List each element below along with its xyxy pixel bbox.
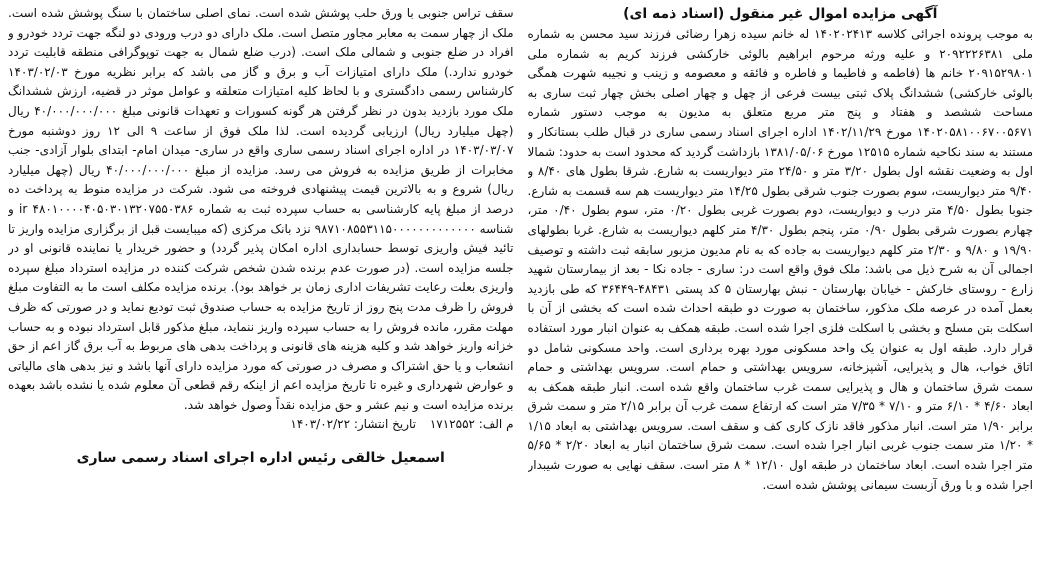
notice-title: آگهی مزایده اموال غیر منقول (اسناد ذمه ای) [623, 6, 938, 22]
notice-column-left [8, 4, 514, 569]
signature: اسمعیل خالقی رئیس اداره اجرای اسناد رسمی ساری [76, 450, 445, 467]
notice-meta [8, 415, 514, 435]
notice-column-right [528, 4, 1034, 569]
notice-body-part-1: به موجب پرونده اجرائی کلاسه ۱۴۰۲۰۲۴۱۳ له خانم سیده زهرا رضائی فرزند سید محسن به شماره ملی ۲۰۹۲۲۲۶۳۸۱ و علیه ورثه مرحوم ابراهیم بالوئی خارکشی فرزند کریم به شماره ملی ۲۰۹۱۵۲۹۸۰۱ خانم ها (فاطمه و فاطیما و فاطره و فائقه و معصومه و زینب و نجیبه شهرت همگی بالوئی خارکشی) ششدانگ پلاک ثبتی بیست فرعی از چهل و چهار اصلی بخش چهار ثبت ساری به مساحت ششصد و هفتاد و پنج متر مربع متعلق به مدیون به موجب دستور شماره ۱۴۰۲۰۵۸۱۰۰۶۷۰۰۵۶۷۱ مورخ ۱۴۰۲/۱۱/۲۹ اداره اجرای اسناد رسمی ساری در قبال طلب بستانکار و مستند به سند نکاحیه شماره ۱۲۵۱۵ مورخ ۱۳۸۱/۰۵/۰۶ بازداشت گردید که محدود است به حدود: شمالا اول به وضعیت نقشه اول بطول ۳/۲۰ متر و ۲۴/۵۰ متر دیواریست به شارع. شرقا بطول های ۸/۴۰ و ۹/۴۰ متر دیواریست، سوم بصورت جنوب شرقی بطول ۱۴/۲۵ متر دیواریست هم سه قسمت به شارع. جنوبا بطول ۴/۵۰ متر درب و دیواریست، دوم بصورت غربی بطول ۰/۲۰ متر، سوم بطول ۰/۴۰ متر، چهارم بصورت شرقی بطول ۰/۹۰ متر، پنجم بطول ۴/۳۰ متر کلهم دیواریست به شارع. غربا بطولهای ۱۹/۹۰ و ۹/۸۰ و ۲/۳۰ متر کلهم دیواریست به جاده که به نام مدیون مزبور سابقه ثبت داشته و توصیف اجمالی آن به شرح ذیل می باشد: ملک فوق واقع است در: ساری - جاده نکا - بعد از بیمارستان شهید زارع - روستای خارکش - خیابان بهارستان - نبش بهارستان ۵ کد پستی ۴۸۴۳۱-۳۶۴۴۹ که طی بازدید بعمل آمده در عرصه ملک مذکور، ساختمان به صورت دو طبقه احداث شده است که بخشی از آن با اسکلت بتن مسلح و بخشی با اسکلت فلزی اجرا شده است. طبقه همکف به عنوان انبار مورد استفاده قرار دارد. طبقه اول به عنوان یک واحد مسکونی مورد بهره برداری است. واحد مسکونی شامل دو اتاق خواب، هال و پذیرایی، آشپزخانه، سرویس بهداشتی و حمام است. سرویس بهداشتی و حمام سمت شرق ساختمان و هال و پذیرایی سمت غرب ساختمان واقع شده است. انبار طبقه همکف به ابعاد ۴/۶۰ * ۶/۱۰ متر و ۷/۱۰ * ۷/۳۵ متر است که ارتفاع سمت غرب آن برابر ۲/۱۵ متر و سمت شرق برابر ۱/۹۰ متر است. انبار مذکور فاقد نازک کاری کف و سقف است. سرویس بهداشتی به ابعاد ۱/۱۵ * ۱/۲۰ متر سمت جنوب غربی انبار اجرا شده است. سمت شرق ساختمان انبار به ابعاد ۲/۲۰ * ۵/۶۵ متر اجرا شده است. ابعاد ساختمان در طبقه اول ۱۲/۱۰ * ۸ متر است. سقف نهایی به صورت شیبدار اجرا شده و با ورق آزبست سیمانی پوشش شده است. [527, 27, 1033, 492]
notice-body-part-2: سقف تراس جنوبی با ورق حلب پوشش شده است. نمای اصلی ساختمان با سنگ پوشش شده است. ملک از چهار سمت به معابر مجاور متصل است. ملک دارای دو درب ورودی دو لنگه جهت تردد خودرو و افراد در ضلع جنوبی و شمالی ملک است. (درب ضلع شمال به جهت توپوگرافی منطقه قابلیت تردد خودرو ندارد.) ملک دارای امتیازات آب و برق و گاز می باشد که برابر نظریه مورخ ۱۴۰۳/۰۲/۰۳ کارشناس رسمی دادگستری و با لحاظ کلیه امتیازات متعلقه و عوامل موثر در قضیه، ارزش ششدانگ ملک مورد بازدید بدون در نظر گرفتن هر گونه کسورات و تعهدات قانونی مبلغ ۴۰/۰۰۰/۰۰۰/۰۰۰ ریال (چهل میلیارد ریال) ارزیابی گردیده است. لذا ملک فوق از ساعت ۹ الی ۱۲ روز دوشنبه مورخ ۱۴۰۳/۰۳/۰۷ در اداره اجرای اسناد رسمی ساری واقع در ساری- میدان امام- ابتدای بلوار آزادی- جنب مخابرات از طریق مزایده به فروش می رسد. مزایده از مبلغ ۴۰/۰۰۰/۰۰۰/۰۰۰ ریال (چهل میلیارد ریال) شروع و به بالاترین قیمت پیشنهادی فروخته می شود. شرکت در مزایده منوط به پرداخت ده درصد از مبلغ پایه کارشناسی به حساب سپرده ثبت به شماره ir ۴۸۰۱۰۰۰۰۴۰۵۰۳۰۱۳۲۰۷۵۵۰۳۸۶ و شناسه ۹۸۷۱۰۸۵۵۳۱۱۵۰۰۰۰۰۰۰۰۰۰۰۰۰ نزد بانک مرکزی (که میبایست قبل از برگزاری مزایده واریز تا تائید فیش واریزی توسط حسابداری اداره امکان پذیر گردد) و حضور خریدار یا نماینده قانونی او در جلسه مزایده است. (در صورت عدم برنده شدن شخص شرکت کننده در مزایده استرداد مبلغ سپرده واریزی بعلت رعایت تشریفات اداری زمان بر خواهد بود). برنده مزایده مکلف است ما به التفاوت مبلغ فروش را ظرف مدت پنج روز از تاریخ مزایده به حساب صندوق ثبت تودیع نماید و در صورتی که ظرف مهلت مقرر، مانده فروش را به حساب سپرده واریز ننماید، مبلغ مذکور قابل استرداد نبوده و به حساب خزانه واریز خواهد شد و کلیه هزینه های قانونی و پرداخت بدهی های مربوط به آب برق گاز اعم از حق انشعاب و یا حق اشتراک و مصرف در صورتی که مورد مزایده دارای آنها باشد و نیز بدهی های مالیاتی و عوارض شهرداری و غیره تا تاریخ مزایده اعم از اینکه رقم قطعی آن معلوم شده یا نشده باشد بعهده برنده مزایده است و نیم عشر و حق مزایده نقداً وصول خواهد شد. [8, 6, 514, 412]
notice-columns [8, 4, 1033, 569]
reference-number: م الف: ۱۷۱۲۵۵۲ [429, 417, 514, 432]
publish-date: تاریخ انتشار: ۱۴۰۳/۰۲/۲۲ [290, 417, 417, 432]
